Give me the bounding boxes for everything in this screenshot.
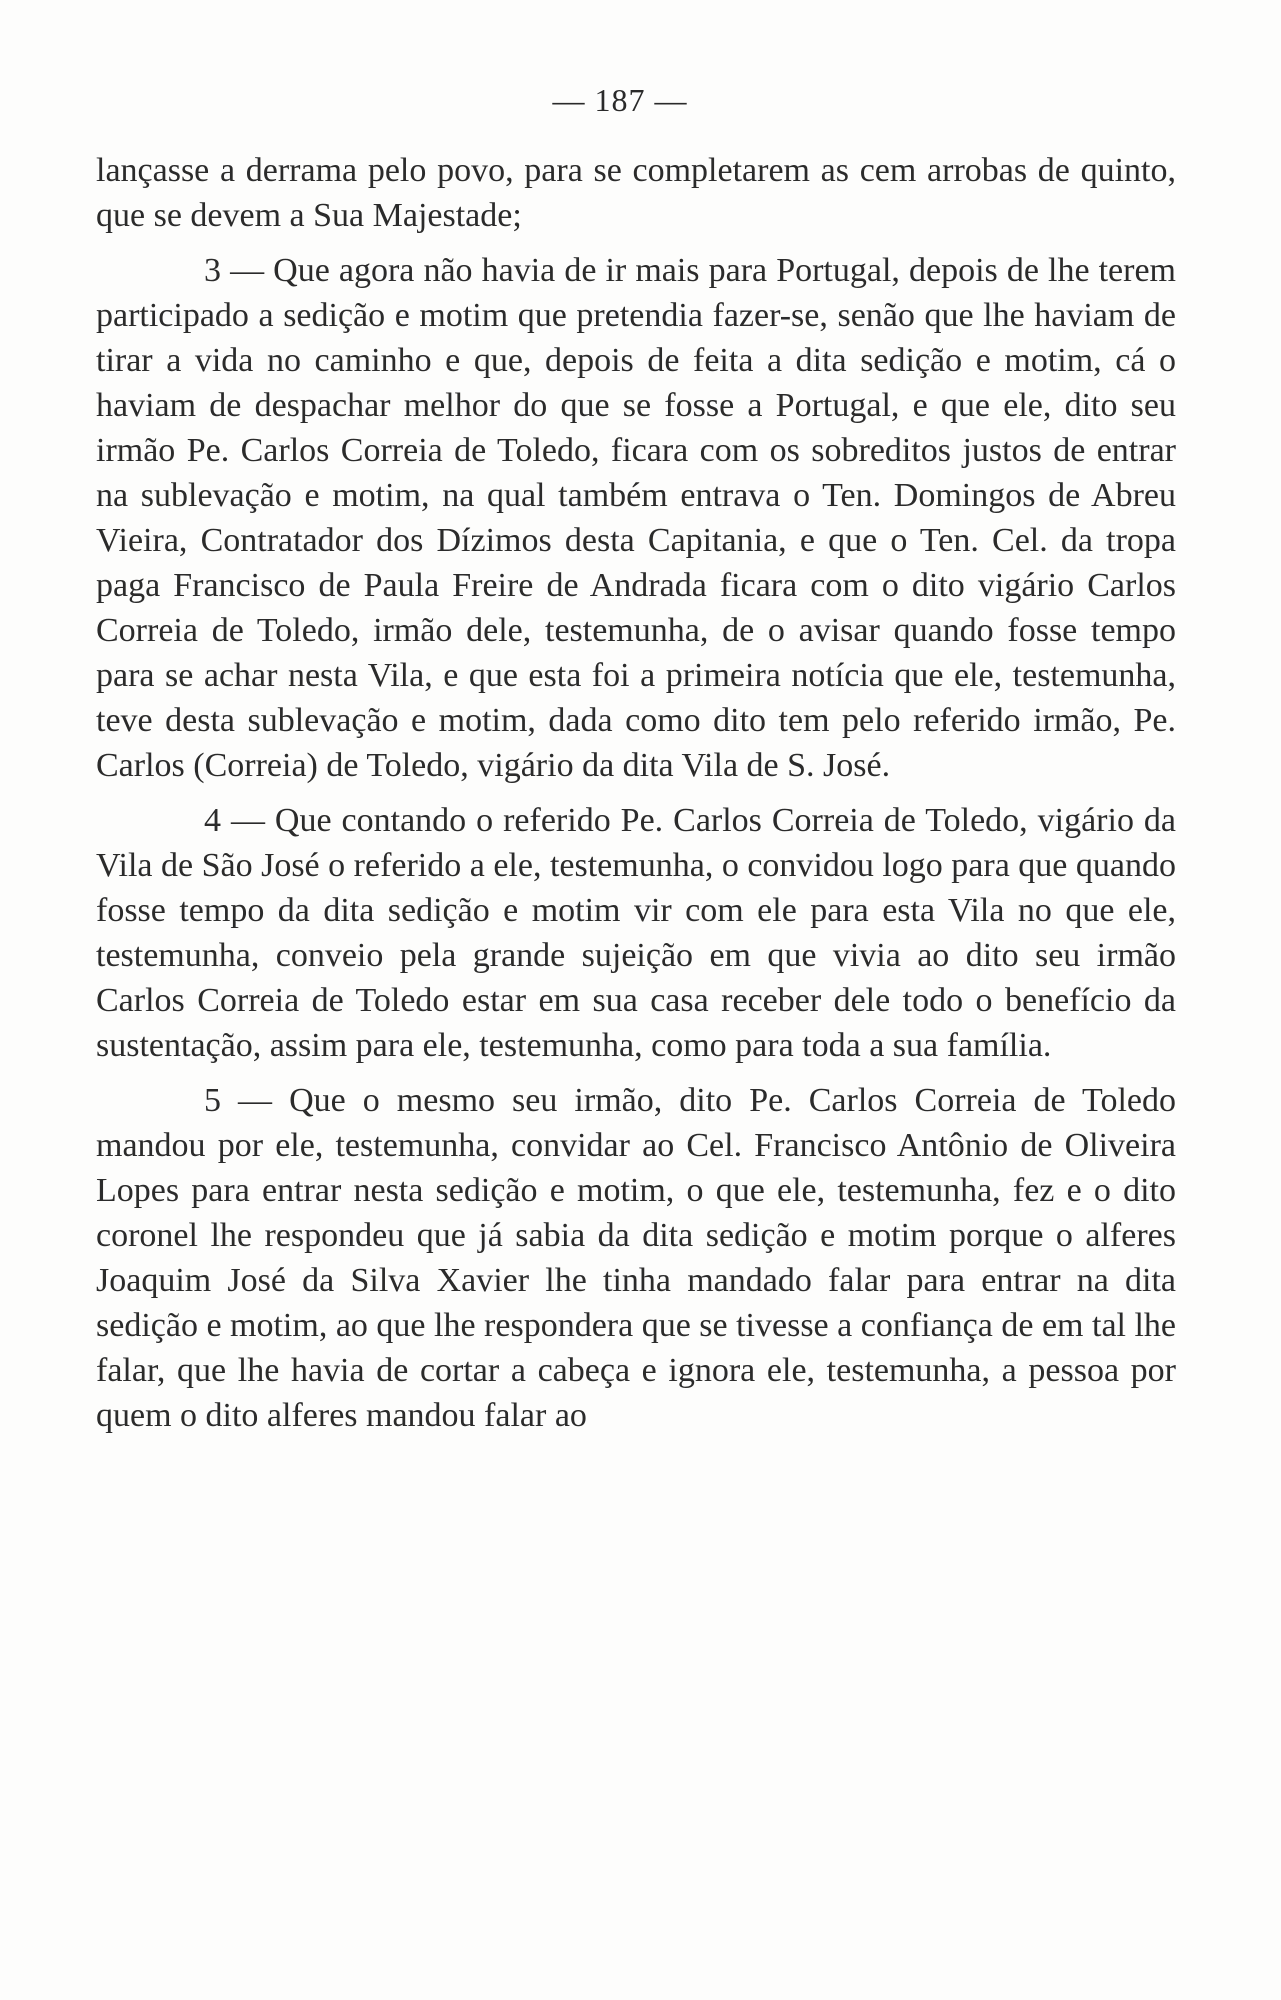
body-text: [96, 148, 1176, 1438]
paragraph-item-3: 3 — Que agora não havia de ir mais para Portugal, depois de lhe terem participado a sedição e motim que pretendia fazer-se, senão que lhe haviam de tirar a vida no caminho e que, depois de feita a dita sedição e motim, cá o haviam de despachar melhor do que se fosse a Portugal, e que ele, dito seu irmão Pe. Carlos Correia de Toledo, ficara com os sobreditos justos de entrar na sublevação e motim, na qual também entrava o Ten. Domingos de Abreu Vieira, Contratador dos Dízimos desta Capitania, e que o Ten. Cel. da tropa paga Francisco de Paula Freire de Andrada ficara com o dito vigário Carlos Correia de Toledo, irmão dele, testemunha, de o avisar quando fosse tempo para se achar nesta Vila, e que esta foi a primeira notícia que ele, testemunha, teve desta sublevação e motim, dada como dito tem pelo referido irmão, Pe. Carlos (Correia) de Toledo, vigário da dita Vila de S. José.: [96, 252, 1176, 784]
page-number: — 187 —: [552, 82, 688, 118]
paragraph-item-4: 4 — Que contando o referido Pe. Carlos Correia de Toledo, vigário da Vila de São José o referido a ele, testemunha, o convidou logo para que quando fosse tempo da dita sedição e motim vir com ele para esta Vila no que ele, testemunha, conveio pela grande sujeição em que vivia ao dito seu irmão Carlos Correia de Toledo estar em sua casa receber dele todo o benefício da sustentação, assim para ele, testemunha, como para toda a sua família.: [96, 802, 1176, 1064]
paragraph-item-5: 5 — Que o mesmo seu irmão, dito Pe. Carlos Correia de Toledo mandou por ele, testemunha, convidar ao Cel. Francisco Antônio de Oliveira Lopes para entrar nesta sedição e motim, o que ele, testemunha, fez e o dito coronel lhe respondeu que já sabia da dita sedição e motim porque o alferes Joaquim José da Silva Xavier lhe tinha mandado falar para entrar na dita sedição e motim, ao que lhe respondera que se tivesse a confiança de em tal lhe falar, que lhe havia de cortar a cabeça e ignora ele, testemunha, a pessoa por quem o dito alferes mandou falar ao: [96, 1082, 1177, 1434]
paragraph-continuation: lançasse a derrama pelo povo, para se completarem as cem arrobas de quinto, que se devem a Sua Majestade;: [96, 152, 1176, 234]
